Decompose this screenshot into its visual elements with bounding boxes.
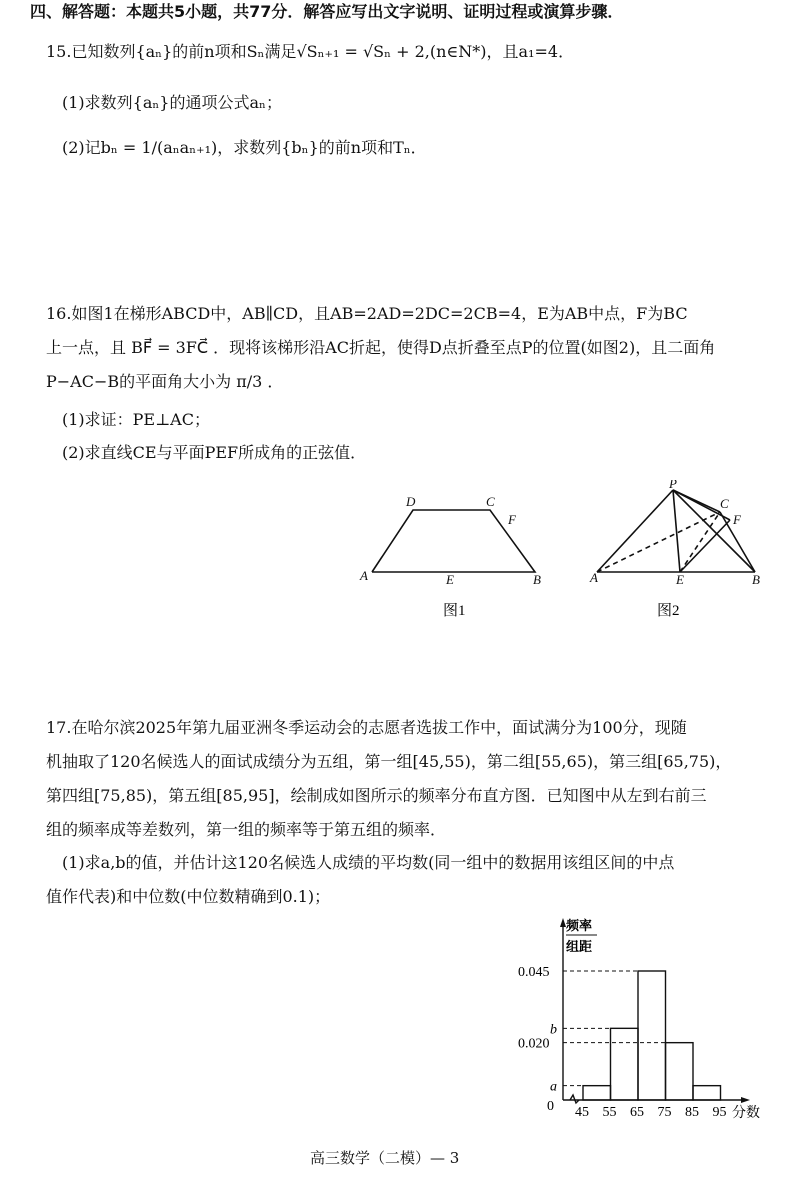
q17-line1: 17.在哈尔滨2025年第九届亚洲冬季运动会的志愿者选拔工作中，面试满分为100分，现随 [46, 718, 687, 737]
histogram-chart [500, 910, 800, 1130]
fig2-label-b: B [752, 572, 760, 587]
q17-part1a: (1)求a,b的值，并估计这120名候选人成绩的平均数(同一组中的数据用该组区间的中点 [62, 853, 675, 872]
fig1-label-c: C [486, 494, 495, 509]
y-label-top: 频率 [566, 918, 593, 933]
x-tick-label: 75 [657, 1105, 672, 1120]
q17-part1b: 值作代表)和中位数(中位数精确到0.1)； [46, 887, 331, 906]
q15-stem: 15.已知数列{aₙ}的前n项和Sₙ满足√Sₙ₊₁ = √Sₙ + 2,(n∈N*)，且a₁=4． [46, 42, 575, 61]
section-header: 四、解答题：本题共5小题，共77分．解答应写出文字说明、证明过程或演算步骤． [30, 2, 624, 21]
axis-break-icon [570, 1095, 579, 1103]
fig1-label-f: F [508, 512, 516, 527]
q16-line3: P−AC−B的平面角大小为 π/3 ． [46, 372, 284, 391]
page-footer: 高三数学（二模）— 3 [310, 1149, 460, 1167]
fig1-label-a: A [360, 568, 368, 583]
y-tick-label: 0.045 [518, 965, 550, 980]
fig2-label-p: P [669, 480, 677, 491]
origin-label: 0 [547, 1099, 554, 1114]
fig1-caption: 图1 [443, 603, 466, 619]
x-label: 分数 [732, 1106, 760, 1121]
q16-line2: 上一点，且 BF⃗ = 3FC⃗ ．现将该梯形沿AC折起，使得D点折叠至点P的位置(如图2)，且二面角 [46, 338, 716, 357]
q15-part1: (1)求数列{aₙ}的通项公式aₙ； [62, 93, 282, 112]
q16-figures [0, 480, 800, 630]
fig1-label-e: E [446, 572, 454, 587]
q15-part2: (2)记bₙ = 1/(aₙaₙ₊₁)，求数列{bₙ}的前n项和Tₙ． [62, 138, 427, 157]
q16-part2: (2)求直线CE与平面PEF所成角的正弦值． [62, 443, 367, 462]
y-tick-label: 0.020 [518, 1036, 550, 1052]
x-tick-label: 65 [630, 1105, 644, 1120]
x-tick-label: 45 [575, 1105, 589, 1120]
q16-part1: (1)求证：PE⊥AC； [62, 410, 210, 429]
fig2-label-f: F [733, 512, 741, 527]
x-tick-label: 55 [602, 1105, 617, 1120]
figure-2 [597, 490, 755, 572]
fig2-label-a: A [590, 570, 598, 585]
x-tick-label: 85 [685, 1105, 699, 1120]
fig2-label-e: E [676, 572, 684, 587]
q17-line4: 组的频率成等差数列，第一组的频率等于第五组的频率． [46, 820, 447, 839]
histogram-bar [693, 1086, 721, 1100]
histogram-bar [611, 1028, 639, 1100]
histogram-bar [638, 971, 666, 1100]
fig1-label-b: B [533, 572, 541, 587]
fig1-label-d: D [406, 494, 416, 509]
y-label-bottom: 组距 [566, 939, 593, 954]
fig2-caption: 图2 [657, 603, 680, 619]
y-tick-label: a [550, 1079, 557, 1095]
q17-line2: 机抽取了120名候选人的面试成绩分为五组，第一组[45,55)，第二组[55,65)，第三组[65,75)， [46, 752, 732, 771]
histogram-bar [666, 1043, 694, 1100]
x-tick-label: 95 [712, 1105, 727, 1120]
histogram-bar [583, 1086, 611, 1100]
q16-line1: 16.如图1在梯形ABCD中，AB∥CD，且AB=2AD=2DC=2CB=4，E为AB中点，F为BC [46, 304, 688, 323]
q17-line3: 第四组[75,85)，第五组[85,95]，绘制成如图所示的频率分布直方图．已知图中从左到右前三 [46, 786, 707, 805]
fig2-label-c: C [720, 496, 729, 511]
y-tick-label: b [550, 1022, 557, 1038]
